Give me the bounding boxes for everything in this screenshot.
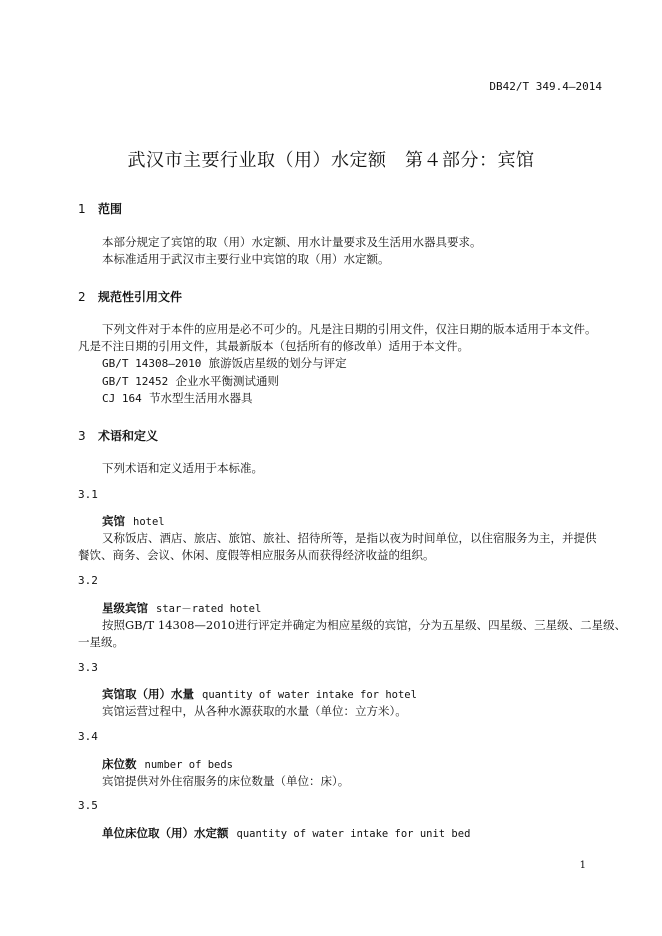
reference-name: 企业水平衡测试通则 (175, 374, 280, 388)
term-zh: 单位床位取（用）水定额 (102, 826, 229, 840)
section-number: 3 (78, 429, 86, 443)
term-zh: 宾馆 (102, 514, 125, 528)
paragraph: 本部分规定了宾馆的取（用）水定额、用水计量要求及生活用水器具要求。 (102, 235, 482, 249)
term-definition: 餐饮、商务、会议、休闲、度假等相应服务从而获得经济收益的组织。 (78, 548, 435, 562)
term-heading (102, 756, 233, 772)
term-heading (102, 825, 470, 841)
reference-item (102, 373, 279, 390)
term-en: number of beds (144, 759, 234, 771)
reference-item (102, 390, 253, 407)
term-en: star－rated hotel (156, 603, 262, 615)
section-number: 1 (78, 202, 86, 216)
section-heading-1 (78, 200, 122, 217)
term-heading (102, 600, 261, 616)
section-heading-2 (78, 288, 182, 305)
reference-code: GB/T 12452 (102, 375, 169, 388)
reference-code: GB/T 14308—2010 (102, 357, 202, 370)
section-title: 规范性引用文件 (98, 290, 183, 304)
clause-number: 3.4 (78, 730, 98, 743)
term-zh: 宾馆取（用）水量 (102, 687, 194, 701)
term-heading (102, 513, 165, 529)
reference-code: CJ 164 (102, 392, 142, 405)
section-title: 范围 (98, 202, 123, 216)
paragraph: 下列文件对于本件的应用是必不可少的。凡是注日期的引用文件，仅注日期的版本适用于本文件。 (102, 322, 597, 336)
term-heading (102, 686, 417, 702)
term-definition: 宾馆提供对外住宿服务的床位数量（单位：床）。 (102, 774, 350, 788)
term-en: quantity of water intake for unit bed (236, 828, 471, 840)
term-zh: 星级宾馆 (102, 601, 148, 615)
term-zh: 床位数 (102, 757, 137, 771)
clause-number: 3.5 (78, 799, 98, 812)
term-definition: 宾馆运营过程中，从各种水源获取的水量（单位：立方米）。 (102, 704, 407, 718)
clause-number: 3.2 (78, 574, 98, 587)
paragraph: 凡是不注日期的引用文件，其最新版本（包括所有的修改单）适用于本文件。 (78, 339, 469, 353)
paragraph: 下列术语和定义适用于本标准。 (102, 461, 263, 475)
reference-item (102, 355, 347, 372)
reference-name: 节水型生活用水器具 (149, 391, 253, 405)
section-number: 2 (78, 290, 86, 304)
clause-number: 3.3 (78, 661, 98, 674)
clause-number: 3.1 (78, 488, 98, 501)
paragraph: 本标准适用于武汉市主要行业中宾馆的取（用）水定额。 (102, 252, 390, 266)
term-definition: 又称饭店、酒店、旅店、旅馆、旅社、招待所等，是指以夜为时间单位，以住宿服务为主，并提供 (102, 531, 597, 545)
term-en: hotel (133, 516, 165, 528)
section-title: 术语和定义 (98, 429, 159, 443)
document-title: 武汉市主要行业取（用）水定额 第４部分：宾馆 (127, 150, 535, 171)
standard-code: DB42/T 349.4—2014 (489, 80, 602, 93)
section-heading-3 (78, 427, 158, 444)
term-en: quantity of water intake for hotel (202, 689, 417, 701)
term-definition: 一星级。 (78, 635, 124, 649)
reference-name: 旅游饭店星级的划分与评定 (208, 356, 347, 370)
page-number: 1 (579, 860, 586, 871)
term-definition: 按照GB/T 14308—2010进行评定并确定为相应星级的宾馆，分为五星级、四星级、三星级、二星级、 (102, 618, 627, 632)
